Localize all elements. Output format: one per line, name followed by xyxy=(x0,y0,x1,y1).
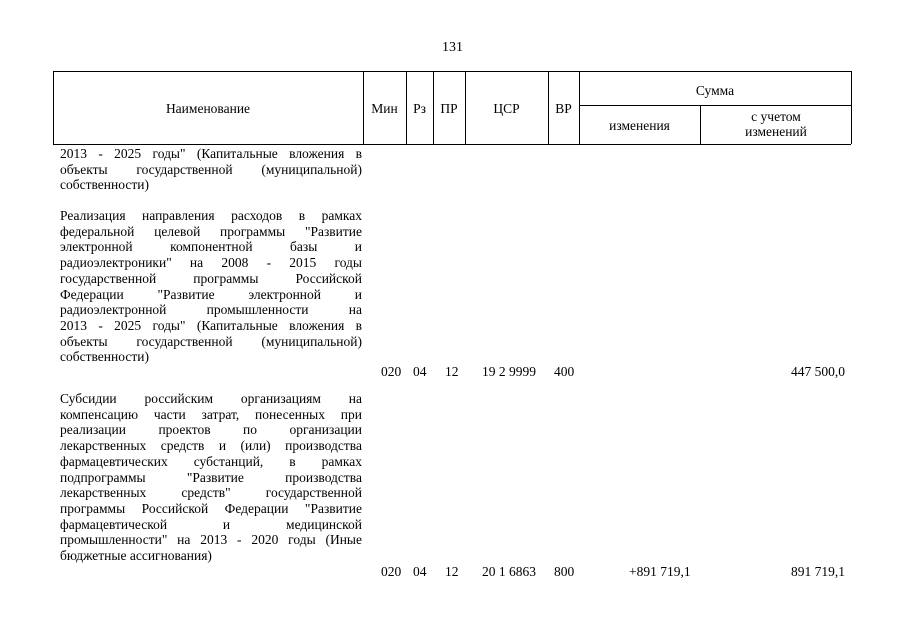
header-rz: Рз xyxy=(413,101,426,116)
row-2-line: реализации проектов по организации xyxy=(60,422,362,438)
row-1-line: объекты государственной (муниципальной) xyxy=(60,333,362,349)
row-name-0 xyxy=(60,146,362,193)
row-2-line: лекарственных средств и (или) производства xyxy=(60,438,362,454)
header-name: Наименование xyxy=(165,101,251,116)
row-2-line: подпрограммы "Развитие производства xyxy=(60,469,362,485)
row-0-line: 2013 - 2025 годы" (Капитальные вложения в xyxy=(60,146,362,161)
row-1-rz: 04 xyxy=(413,364,427,379)
row-0-line: объекты государственной (муниципальной) xyxy=(60,161,362,177)
row-2-total: 891 719,1 xyxy=(791,564,845,579)
row-1-vr: 400 xyxy=(554,364,575,379)
row-2-line: промышленности" на 2013 - 2020 годы (Иные xyxy=(60,532,362,548)
row-1-line: радиоэлектроники" на 2008 - 2015 годы xyxy=(60,255,362,271)
row-2-min: 020 xyxy=(381,564,402,579)
header-changes: изменения xyxy=(609,118,670,133)
row-name-2 xyxy=(60,391,362,564)
header-with-changes: с учетом изменений xyxy=(745,109,807,139)
row-name-1 xyxy=(60,208,362,365)
row-1-line: федеральной целевой программы "Развитие xyxy=(60,223,362,239)
header-csr: ЦСР xyxy=(493,101,520,116)
row-2-change: +891 719,1 xyxy=(629,564,691,579)
row-1-line: Реализация направления расходов в рамках xyxy=(60,208,362,223)
row-1-line: государственной программы Российской xyxy=(60,270,362,286)
row-2-csr: 20 1 6863 xyxy=(482,564,536,579)
row-1-line: радиоэлектронной промышленности на xyxy=(60,302,362,318)
row-1-pr: 12 xyxy=(445,364,459,379)
row-2-vr: 800 xyxy=(554,564,575,579)
row-1-line: электронной компонентной базы и xyxy=(60,239,362,255)
row-1-min: 020 xyxy=(381,364,402,379)
row-2-pr: 12 xyxy=(445,564,459,579)
header-min: Мин xyxy=(371,101,398,116)
row-2-line: программы Российской Федерации "Развитие xyxy=(60,500,362,516)
row-1-total: 447 500,0 xyxy=(791,364,845,379)
row-1-line: собственности) xyxy=(60,349,149,365)
row-2-line: фармацевтической и медицинской xyxy=(60,516,362,532)
row-2-line: компенсацию части затрат, понесенных при xyxy=(60,406,362,422)
row-2-line: бюджетные ассигнования) xyxy=(60,548,212,564)
row-1-csr: 19 2 9999 xyxy=(482,364,536,379)
row-2-line: Субсидии российским организациям на xyxy=(60,391,362,406)
row-2-rz: 04 xyxy=(413,564,427,579)
row-2-line: лекарственных средств" государственной xyxy=(60,485,362,501)
row-1-line: 2013 - 2025 годы" (Капитальные вложения в xyxy=(60,317,362,333)
row-2-line: фармацевтических субстанций, в рамках xyxy=(60,453,362,469)
row-1-line: Федерации "Развитие электронной и xyxy=(60,286,362,302)
row-0-line: собственности) xyxy=(60,177,149,193)
header-vr: ВР xyxy=(555,101,572,116)
header-pr: ПР xyxy=(440,101,458,116)
header-summa: Сумма xyxy=(695,83,735,98)
page-number: 131 xyxy=(442,40,463,55)
